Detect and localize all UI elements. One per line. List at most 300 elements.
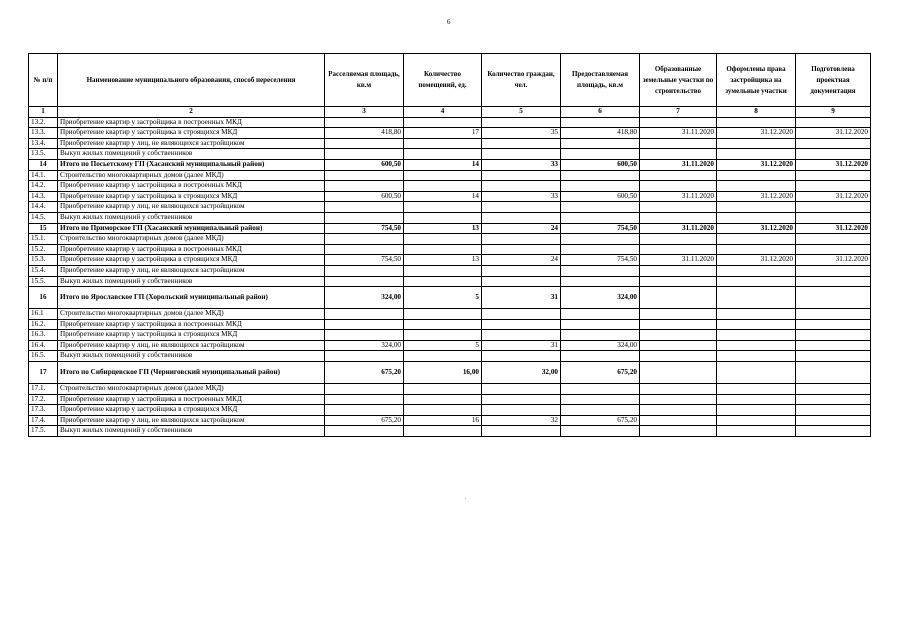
total-row — [29, 159, 871, 170]
rooms-value: 16,00 — [404, 362, 482, 384]
docs-date — [796, 202, 871, 213]
provided-area-value — [561, 234, 640, 245]
docs-date — [796, 309, 871, 320]
citizens-value: 32,00 — [482, 362, 561, 384]
citizens-value — [482, 330, 561, 341]
table-row — [29, 170, 871, 181]
column-number: 2 — [58, 107, 325, 118]
row-name: Строительство многоквартирных домов (далее МКД) — [58, 170, 325, 181]
provided-area-value: 418,80 — [561, 128, 640, 139]
provided-area-value — [561, 244, 640, 255]
table-row — [29, 276, 871, 287]
rooms-value: 13 — [404, 223, 482, 234]
citizens-value — [482, 117, 561, 128]
row-number: 15.5. — [29, 276, 58, 287]
row-name: Итого по Сибирцевское ГП (Черниговский муниципальный район) — [58, 362, 325, 384]
citizens-value — [482, 426, 561, 437]
provided-area-value — [561, 212, 640, 223]
provided-area-value — [561, 426, 640, 437]
row-number: 15.1. — [29, 234, 58, 245]
area-value — [325, 138, 404, 149]
row-name: Приобретение квартир у застройщика в построенных МКД — [58, 244, 325, 255]
docs-date — [796, 265, 871, 276]
rights-date — [717, 149, 796, 160]
table-row — [29, 426, 871, 437]
header-cell: № п/п — [29, 54, 58, 107]
rights-date — [717, 234, 796, 245]
row-number: 16.4. — [29, 340, 58, 351]
row-number: 17.5. — [29, 426, 58, 437]
rooms-value — [404, 181, 482, 192]
row-name: Выкуп жилых помещений у собственников — [58, 212, 325, 223]
rights-date — [717, 351, 796, 362]
row-name: Строительство многоквартирных домов (далее МКД) — [58, 234, 325, 245]
citizens-value: 33 — [482, 191, 561, 202]
area-value — [325, 384, 404, 395]
area-value — [325, 394, 404, 405]
citizens-value — [482, 244, 561, 255]
column-number: 5 — [482, 107, 561, 118]
column-number: 4 — [404, 107, 482, 118]
citizens-value — [482, 394, 561, 405]
provided-area-value — [561, 405, 640, 416]
rooms-value — [404, 405, 482, 416]
page-number: 6 — [447, 18, 451, 26]
rights-date — [717, 319, 796, 330]
row-number: 14.3. — [29, 191, 58, 202]
row-name: Приобретение квартир у застройщика в построенных МКД — [58, 181, 325, 192]
table-row — [29, 128, 871, 139]
land-date — [640, 276, 717, 287]
rooms-value — [404, 212, 482, 223]
land-date — [640, 362, 717, 384]
citizens-value — [482, 276, 561, 287]
rooms-value: 17 — [404, 128, 482, 139]
rights-date — [717, 202, 796, 213]
docs-date — [796, 362, 871, 384]
column-number: 7 — [640, 107, 717, 118]
table-row — [29, 319, 871, 330]
row-name: Выкуп жилых помещений у собственников — [58, 426, 325, 437]
row-number: 13.5. — [29, 149, 58, 160]
citizens-value — [482, 405, 561, 416]
land-date — [640, 149, 717, 160]
rooms-value — [404, 170, 482, 181]
table-row — [29, 191, 871, 202]
row-number: 16.5. — [29, 351, 58, 362]
land-date — [640, 212, 717, 223]
land-date — [640, 330, 717, 341]
citizens-value — [482, 265, 561, 276]
area-value: 754,50 — [325, 255, 404, 266]
header-cell: Наименование муниципального образования, способ переселения — [58, 54, 325, 107]
provided-area-value — [561, 309, 640, 320]
area-value — [325, 330, 404, 341]
area-value — [325, 426, 404, 437]
land-date — [640, 287, 717, 309]
rooms-value: 14 — [404, 191, 482, 202]
citizens-value: 33 — [482, 159, 561, 170]
scan-speck — [465, 498, 466, 499]
area-value: 675,20 — [325, 362, 404, 384]
provided-area-value — [561, 394, 640, 405]
row-number: 13.4. — [29, 138, 58, 149]
rights-date — [717, 415, 796, 426]
rights-date — [717, 340, 796, 351]
row-name: Выкуп жилых помещений у собственников — [58, 276, 325, 287]
land-date — [640, 117, 717, 128]
citizens-value: 31 — [482, 287, 561, 309]
area-value — [325, 319, 404, 330]
rights-date — [717, 170, 796, 181]
rights-date — [717, 138, 796, 149]
table-row — [29, 309, 871, 320]
land-date — [640, 340, 717, 351]
row-name: Приобретение квартир у лиц, не являющихся застройщиком — [58, 265, 325, 276]
docs-date — [796, 276, 871, 287]
docs-date — [796, 351, 871, 362]
area-value — [325, 117, 404, 128]
rooms-value — [404, 426, 482, 437]
docs-date — [796, 170, 871, 181]
provided-area-value — [561, 149, 640, 160]
header-cell: Подготовлена проектная документация — [796, 54, 871, 107]
rights-date — [717, 287, 796, 309]
provided-area-value — [561, 181, 640, 192]
land-date — [640, 265, 717, 276]
provided-area-value: 675,20 — [561, 415, 640, 426]
table-row — [29, 138, 871, 149]
row-name: Выкуп жилых помещений у собственников — [58, 351, 325, 362]
docs-date — [796, 415, 871, 426]
docs-date — [796, 244, 871, 255]
row-number: 14 — [29, 159, 58, 170]
rights-date — [717, 384, 796, 395]
row-name: Приобретение квартир у застройщика в построенных МКД — [58, 117, 325, 128]
rooms-value — [404, 265, 482, 276]
docs-date: 31.12.2020 — [796, 223, 871, 234]
row-name: Приобретение квартир у застройщика в построенных МКД — [58, 394, 325, 405]
row-number: 15 — [29, 223, 58, 234]
rooms-value — [404, 149, 482, 160]
rooms-value — [404, 394, 482, 405]
area-value — [325, 212, 404, 223]
rooms-value — [404, 138, 482, 149]
docs-date: 31.12.2020 — [796, 159, 871, 170]
table-row — [29, 202, 871, 213]
row-name: Приобретение квартир у застройщика в строящихся МКД — [58, 330, 325, 341]
rooms-value: 16 — [404, 415, 482, 426]
rooms-value — [404, 244, 482, 255]
row-number: 13.2. — [29, 117, 58, 128]
provided-area-value — [561, 276, 640, 287]
provided-area-value: 324,00 — [561, 340, 640, 351]
header-cell: Предоставляемая площадь, кв.м — [561, 54, 640, 107]
table-row — [29, 351, 871, 362]
citizens-value — [482, 351, 561, 362]
table-row — [29, 384, 871, 395]
docs-date — [796, 394, 871, 405]
provided-area-value — [561, 138, 640, 149]
row-number: 14.1. — [29, 170, 58, 181]
row-number: 15.2. — [29, 244, 58, 255]
docs-date: 31.12.2020 — [796, 191, 871, 202]
provided-area-value — [561, 265, 640, 276]
provided-area-value: 600,50 — [561, 191, 640, 202]
row-name: Приобретение квартир у лиц, не являющихся застройщиком — [58, 202, 325, 213]
header-cell: Оформлены права застройщика на зумельные участки — [717, 54, 796, 107]
rights-date: 31.12.2020 — [717, 159, 796, 170]
land-date — [640, 181, 717, 192]
rights-date — [717, 181, 796, 192]
table-row — [29, 330, 871, 341]
total-row — [29, 362, 871, 384]
area-value: 324,00 — [325, 287, 404, 309]
rights-date: 31.12.2020 — [717, 128, 796, 139]
row-name: Строительство многоквартирных домов (далее МКД) — [58, 384, 325, 395]
column-number: 6 — [561, 107, 640, 118]
land-date — [640, 384, 717, 395]
row-number: 13.3. — [29, 128, 58, 139]
area-value — [325, 351, 404, 362]
row-number: 14.5. — [29, 212, 58, 223]
resettlement-table — [28, 53, 871, 437]
land-date — [640, 309, 717, 320]
land-date: 31.11.2020 — [640, 223, 717, 234]
rooms-value — [404, 384, 482, 395]
row-number: 17 — [29, 362, 58, 384]
area-value — [325, 202, 404, 213]
row-name: Строительство многоквартирных домов (далее МКД) — [58, 309, 325, 320]
docs-date: 31.12.2020 — [796, 128, 871, 139]
rights-date — [717, 212, 796, 223]
docs-date — [796, 340, 871, 351]
rooms-value: 5 — [404, 340, 482, 351]
land-date: 31.11.2020 — [640, 128, 717, 139]
citizens-value: 24 — [482, 223, 561, 234]
row-number: 14.2. — [29, 181, 58, 192]
provided-area-value — [561, 351, 640, 362]
area-value — [325, 405, 404, 416]
citizens-value — [482, 309, 561, 320]
row-number: 17.3. — [29, 405, 58, 416]
docs-date — [796, 426, 871, 437]
rooms-value: 13 — [404, 255, 482, 266]
rooms-value — [404, 234, 482, 245]
total-row — [29, 287, 871, 309]
docs-date — [796, 181, 871, 192]
row-number: 16.1 — [29, 309, 58, 320]
rights-date — [717, 394, 796, 405]
docs-date — [796, 149, 871, 160]
rooms-value — [404, 330, 482, 341]
citizens-value — [482, 202, 561, 213]
area-value — [325, 234, 404, 245]
row-number: 17.1. — [29, 384, 58, 395]
table-row — [29, 181, 871, 192]
provided-area-value — [561, 319, 640, 330]
rooms-value — [404, 276, 482, 287]
column-number: 8 — [717, 107, 796, 118]
area-value: 418,80 — [325, 128, 404, 139]
area-value: 600,50 — [325, 191, 404, 202]
provided-area-value — [561, 330, 640, 341]
area-value — [325, 149, 404, 160]
rooms-value — [404, 202, 482, 213]
provided-area-value — [561, 117, 640, 128]
docs-date — [796, 234, 871, 245]
row-number: 15.4. — [29, 265, 58, 276]
header-cell: Количество помещений, ед. — [404, 54, 482, 107]
row-name: Приобретение квартир у застройщика в построенных МКД — [58, 319, 325, 330]
rights-date — [717, 330, 796, 341]
table-row — [29, 265, 871, 276]
table-row — [29, 149, 871, 160]
header-cell: Количество граждан, чел. — [482, 54, 561, 107]
provided-area-value — [561, 384, 640, 395]
rights-date — [717, 426, 796, 437]
rights-date — [717, 362, 796, 384]
table-row — [29, 394, 871, 405]
citizens-value — [482, 384, 561, 395]
row-number: 15.3. — [29, 255, 58, 266]
rights-date — [717, 117, 796, 128]
area-value — [325, 170, 404, 181]
docs-date — [796, 384, 871, 395]
row-name: Выкуп жилых помещений у собственников — [58, 149, 325, 160]
citizens-value — [482, 181, 561, 192]
rights-date — [717, 244, 796, 255]
area-value: 675,20 — [325, 415, 404, 426]
docs-date — [796, 212, 871, 223]
rooms-value — [404, 309, 482, 320]
rights-date — [717, 309, 796, 320]
docs-date — [796, 287, 871, 309]
area-value: 754,50 — [325, 223, 404, 234]
total-row — [29, 223, 871, 234]
land-date — [640, 319, 717, 330]
column-number-row — [29, 107, 871, 118]
docs-date — [796, 138, 871, 149]
land-date — [640, 415, 717, 426]
rooms-value: 14 — [404, 159, 482, 170]
citizens-value — [482, 170, 561, 181]
citizens-value: 35 — [482, 128, 561, 139]
land-date — [640, 351, 717, 362]
rights-date — [717, 405, 796, 416]
rights-date: 31.12.2020 — [717, 223, 796, 234]
column-number: 1 — [29, 107, 58, 118]
provided-area-value: 754,50 — [561, 255, 640, 266]
citizens-value: 31 — [482, 340, 561, 351]
provided-area-value: 324,00 — [561, 287, 640, 309]
provided-area-value: 600,50 — [561, 159, 640, 170]
row-name: Приобретение квартир у застройщика в строящихся МКД — [58, 128, 325, 139]
rights-date: 31.12.2020 — [717, 191, 796, 202]
table-row — [29, 234, 871, 245]
area-value — [325, 181, 404, 192]
area-value: 600,50 — [325, 159, 404, 170]
citizens-value — [482, 319, 561, 330]
docs-date — [796, 405, 871, 416]
row-name: Приобретение квартир у застройщика в строящихся МКД — [58, 191, 325, 202]
rights-date: 31.12.2020 — [717, 255, 796, 266]
land-date — [640, 426, 717, 437]
table-row — [29, 117, 871, 128]
provided-area-value — [561, 170, 640, 181]
area-value — [325, 309, 404, 320]
land-date — [640, 202, 717, 213]
table-row — [29, 212, 871, 223]
row-name: Приобретение квартир у лиц, не являющихся застройщиком — [58, 138, 325, 149]
citizens-value — [482, 234, 561, 245]
rights-date — [717, 265, 796, 276]
row-number: 16.2. — [29, 319, 58, 330]
table-row — [29, 255, 871, 266]
provided-area-value — [561, 202, 640, 213]
table-row — [29, 415, 871, 426]
area-value: 324,00 — [325, 340, 404, 351]
header-row — [29, 54, 871, 107]
citizens-value: 24 — [482, 255, 561, 266]
land-date — [640, 244, 717, 255]
provided-area-value: 675,20 — [561, 362, 640, 384]
table-body — [29, 117, 871, 436]
row-number: 14.4. — [29, 202, 58, 213]
row-name: Приобретение квартир у застройщика в строящихся МКД — [58, 405, 325, 416]
land-date — [640, 394, 717, 405]
docs-date — [796, 319, 871, 330]
row-name: Итого по Приморское ГП (Хасанский муниципальный район) — [58, 223, 325, 234]
row-name: Итого по Посьетскому ГП (Хасанский муниципальный район) — [58, 159, 325, 170]
table-row — [29, 405, 871, 416]
area-value — [325, 276, 404, 287]
rights-date — [717, 276, 796, 287]
table-row — [29, 244, 871, 255]
citizens-value: 32 — [482, 415, 561, 426]
row-name: Приобретение квартир у лиц, не являющихся застройщиком — [58, 415, 325, 426]
row-number: 17.2. — [29, 394, 58, 405]
area-value — [325, 244, 404, 255]
rooms-value — [404, 117, 482, 128]
docs-date — [796, 117, 871, 128]
row-name: Итого по Ярославское ГП (Хорольский муниципальный район) — [58, 287, 325, 309]
land-date: 31.11.2020 — [640, 159, 717, 170]
header-cell: Образованные земельные участки по строительство — [640, 54, 717, 107]
land-date — [640, 234, 717, 245]
land-date: 31.11.2020 — [640, 191, 717, 202]
area-value — [325, 265, 404, 276]
rooms-value — [404, 319, 482, 330]
land-date: 31.11.2020 — [640, 255, 717, 266]
docs-date: 31.12.2020 — [796, 255, 871, 266]
docs-date — [796, 330, 871, 341]
table-row — [29, 340, 871, 351]
rooms-value — [404, 351, 482, 362]
row-number: 16 — [29, 287, 58, 309]
citizens-value — [482, 149, 561, 160]
land-date — [640, 138, 717, 149]
row-number: 17.4. — [29, 415, 58, 426]
land-date — [640, 405, 717, 416]
provided-area-value: 754,50 — [561, 223, 640, 234]
row-number: 16.3. — [29, 330, 58, 341]
citizens-value — [482, 138, 561, 149]
column-number: 3 — [325, 107, 404, 118]
header-cell: Расселяемая площадь, кв.м — [325, 54, 404, 107]
land-date — [640, 170, 717, 181]
rooms-value: 5 — [404, 287, 482, 309]
